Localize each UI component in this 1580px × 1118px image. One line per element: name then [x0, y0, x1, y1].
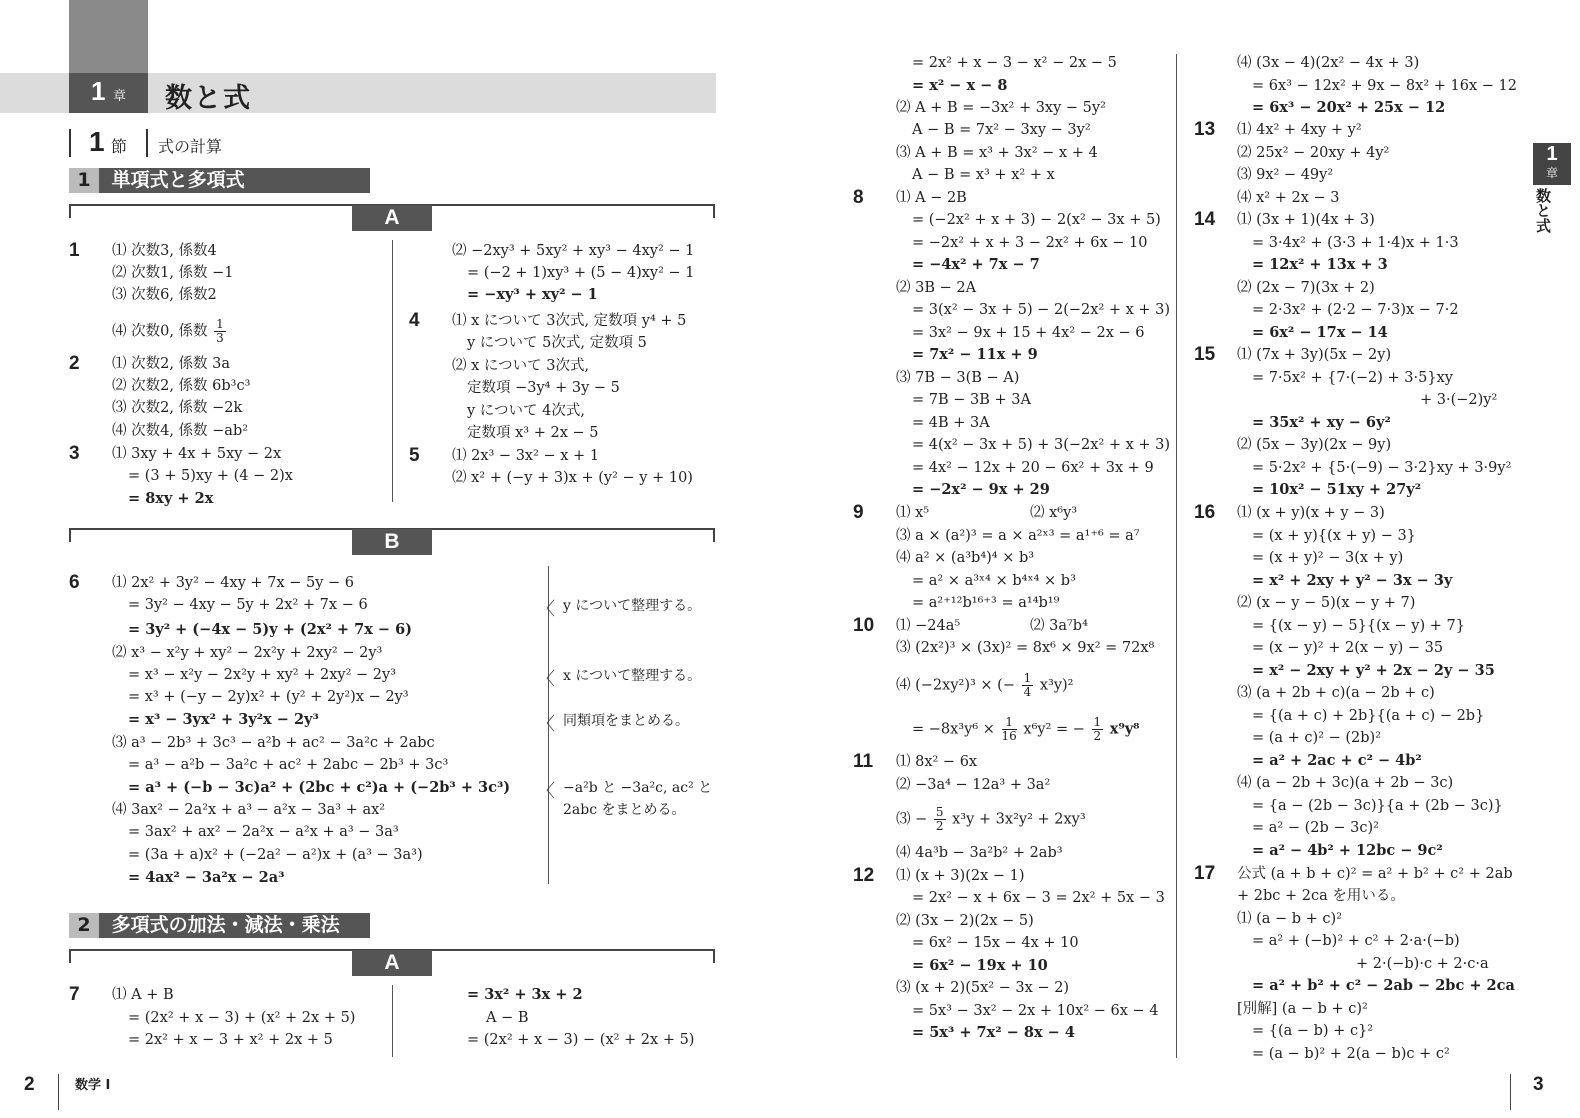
answer-line: = 2x² + x − 3 − x² − 2x − 5 [912, 55, 1117, 71]
answer-line: ⑵ 25x² − 20xy + 4y² [1237, 145, 1390, 161]
answer-line: = 6x³ − 12x² + 9x − 8x² + 16x − 12 [1252, 78, 1517, 94]
answer-line: = 6x² − 19x + 10 [912, 957, 1048, 974]
problem-number: 7 [69, 984, 80, 1005]
chapter-top-tab [69, 0, 148, 73]
answer-line: = 6x² − 15x − 4x + 10 [912, 935, 1079, 951]
answer-line: ⑴ 4x² + 4xy + y² [1237, 122, 1362, 138]
side-note: 2abc をまとめる。 [563, 802, 686, 818]
answer-line: = 4B + 3A [912, 415, 990, 431]
answer-line: ⑴ (7x + 3y)(5x − 2y) [1237, 347, 1392, 363]
level-a-label: A [352, 950, 432, 976]
answer-line: = a² × a³ˣ⁴ × b⁴ˣ⁴ × b³ [912, 573, 1076, 589]
problem-number: 17 [1194, 863, 1216, 884]
chevron-left-icon: 〈 [537, 599, 555, 620]
answer-line: = 6x³ − 20x² + 25x − 12 [1252, 99, 1446, 116]
answer-line: ⑷ 4a³b − 3a²b² + 2ab³ [896, 845, 1063, 861]
topic-title: 多項式の加法・減法・乗法 [111, 914, 340, 936]
answer-line: ⑴ x について 3次式, 定数項 y⁴ + 5 [452, 313, 687, 329]
answer-line: ⑵ 次数2, 係数 6b³c³ [112, 378, 251, 394]
topic-title: 単項式と多項式 [111, 169, 245, 191]
chevron-left-icon: 〈 [537, 714, 555, 735]
answer-line: ⑴ (x + y)(x + y − 3) [1237, 505, 1385, 521]
problem-number: 11 [853, 751, 874, 772]
answer-line: = x² + 2xy + y² − 3x − 3y [1252, 572, 1453, 589]
answer-line: = x³ − x²y − 2x²y + xy² + 2xy² − 2y³ [128, 667, 396, 683]
answer-text: ⑷ (−2xy²)³ × (− [896, 677, 1015, 694]
answer-line: = x² − x − 8 [912, 77, 1008, 94]
answer-line: ⑵ −3a⁴ − 12a³ + 3a² [896, 777, 1051, 793]
answer-line: = 3x² + 3x + 2 [467, 986, 583, 1003]
answer-line: = 12x² + 13x + 3 [1252, 256, 1388, 273]
answer-line: = 4x² − 12x + 20 − 6x² + 3x + 9 [912, 460, 1154, 476]
answer-line: = 4(x² − 3x + 5) + 3(−2x² + x + 3) [912, 437, 1171, 453]
answer-line: ⑵ 次数1, 係数 −1 [112, 265, 234, 281]
fraction: $\frac{1}{2}$ [1093, 715, 1102, 743]
footer-divider [58, 1074, 59, 1110]
side-note: −a²b と −3a²c, ac² と [563, 780, 713, 796]
answer-line: = (x + y)² − 3(x + y) [1252, 550, 1404, 566]
answer-line: = 3·4x² + (3·3 + 1·4)x + 1·3 [1252, 235, 1459, 251]
answer-line [896, 672, 1073, 699]
section-label: 節 [111, 137, 128, 156]
answer-line: = −4x² + 7x − 7 [912, 256, 1040, 273]
answer-line: = 7·5x² + {7·(−2) + 3·5}xy [1252, 370, 1453, 386]
chapter-number: 1 [91, 76, 106, 106]
side-tab-number: 1 [1546, 143, 1558, 165]
answer-line: ⑷ (a − 2b + 3c)(a + 2b − 3c) [1237, 775, 1454, 791]
answer-line: = a² + b² + c² − 2ab − 2bc + 2ca [1252, 977, 1515, 994]
answer-line: = a³ + (−b − 3c)a² + (2bc + c²)a + (−2b³ + 3c³) [128, 779, 511, 796]
answer-line: ⑶ (2x²)³ × (3x)² = 8x⁶ × 9x² = 72x⁸ [896, 640, 1155, 656]
answer-line: = 3y² + (−4x − 5)y + (2x² + 7x − 6) [128, 621, 413, 638]
answer-line [896, 806, 1086, 833]
answer-line: = −xy³ + xy² − 1 [467, 286, 598, 303]
answer-line: + 3·(−2)y² [1420, 392, 1498, 408]
answer-line: = (a + c)² − (2b)² [1252, 730, 1382, 746]
fraction: $\frac{1}{4}$ [1023, 671, 1032, 699]
answer-line: = a² − (2b − 3c)² [1252, 820, 1379, 836]
topic-header-1 [69, 168, 370, 193]
level-rule-tick [713, 528, 715, 542]
level-rule-tick [713, 949, 715, 963]
level-b-label: B [352, 529, 432, 555]
level-a-label: A [352, 205, 432, 231]
answer-line: ⑶ a × (a²)³ = a × a²ˣ³ = a¹⁺⁶ = a⁷ [896, 528, 1140, 544]
answer-line: = 2x² + x − 3 + x² + 2x + 5 [128, 1032, 333, 1048]
answer-line: y について 5次式, 定数項 5 [467, 335, 647, 351]
answer-line: = a² + (−b)² + c² + 2·a·(−b) [1252, 933, 1460, 949]
chapter-side-tab [1533, 143, 1571, 185]
section-left-bar [69, 129, 71, 157]
answer-line: ⑴ 次数2, 係数 3a [112, 356, 231, 372]
topic-header-2 [69, 913, 370, 938]
answer-line: ⑵ (2x − 7)(3x + 2) [1237, 280, 1375, 296]
answer-line: = a² + 2ac + c² − 4b² [1252, 752, 1422, 769]
column-divider [392, 985, 393, 1057]
answer-line: ⑵ x⁶y³ [1030, 505, 1078, 521]
problem-number: 12 [853, 865, 875, 886]
answer-line: ⑷ 次数4, 係数 −ab² [112, 423, 249, 439]
answer-line: 定数項 −3y⁴ + 3y − 5 [467, 380, 620, 396]
answer-line: = 8xy + 2x [128, 490, 214, 507]
answer-line: = {a − (2b − 3c)}{a + (2b − 3c)} [1252, 798, 1503, 814]
answer-line: = 3y² − 4xy − 5y + 2x² + 7x − 6 [128, 597, 368, 613]
answer-line: = (3a + a)x² + (−2a² − a²)x + (a³ − 3a³) [128, 847, 423, 863]
answer-line: ⑴ x⁵ [896, 505, 930, 521]
answer-line: ⑶ 次数2, 係数 −2k [112, 400, 243, 416]
answer-line: A − B [486, 1010, 529, 1026]
answer-text: ⑶ − [896, 811, 928, 828]
answer-line: ⑶ A + B = x³ + 3x² − x + 4 [896, 145, 1098, 161]
answer-text: x³y)² [1039, 677, 1074, 694]
answer-line: ⑵ 3B − 2A [896, 280, 977, 296]
answer-line: ⑴ 3xy + 4x + 5xy − 2x [112, 446, 282, 462]
answer-line: y について 4次式, [467, 403, 585, 419]
answer-text: = −8x³y⁶ × [912, 721, 995, 738]
answer-line: = x³ + (−y − 2y)x² + (y² + 2y²)x − 2y³ [128, 689, 409, 705]
answer-line: = (x − y)² + 2(x − y) − 35 [1252, 640, 1444, 656]
answer-line: ⑴ 2x³ − 3x² − x + 1 [452, 448, 600, 464]
answer-line: + 2bc + 2ca を用いる。 [1237, 888, 1405, 904]
page-number-right: 3 [1533, 1074, 1544, 1095]
answer-line: + 2·(−b)·c + 2·c·a [1356, 956, 1489, 972]
answer-line: ⑵ x² + (−y + 3)x + (y² − y + 10) [452, 470, 693, 486]
side-note: y について整理する。 [563, 598, 702, 614]
answer-line: ⑴ A + B [112, 987, 174, 1003]
problem-number: 10 [853, 615, 875, 636]
answer-line: ⑴ 次数3, 係数4 [112, 243, 217, 259]
problem-number: 9 [853, 502, 864, 523]
answer-line: = 5x³ + 7x² − 8x − 4 [912, 1024, 1075, 1041]
answer-line: = 35x² + xy − 6y² [1252, 414, 1391, 431]
answer-line: ⑴ (3x + 1)(4x + 3) [1237, 212, 1375, 228]
problem-number: 15 [1194, 344, 1216, 365]
answer-line: ⑴ 2x² + 3y² − 4xy + 7x − 5y − 6 [112, 575, 355, 591]
footer-divider [1510, 1074, 1511, 1110]
answer-line: ⑷ a² × (a³b⁴)⁴ × b³ [896, 550, 1035, 566]
section-divider [146, 129, 148, 157]
answer-line [912, 716, 1140, 743]
chapter-kanji: 章 [113, 89, 127, 104]
problem-number: 5 [409, 445, 420, 466]
answer-line: ⑵ (3x − 2)(2x − 5) [896, 913, 1034, 929]
answer-line: ⑶ 7B − 3(B − A) [896, 370, 1020, 386]
answer-line: ⑵ (5x − 3y)(2x − 9y) [1237, 437, 1392, 453]
answer-line: ⑵ x³ − x²y + xy² − 2x²y + 2xy² − 2y³ [112, 645, 383, 661]
answer-line: = 10x² − 51xy + 27y² [1252, 481, 1422, 498]
answer-text: x⁶y² = − [1023, 721, 1085, 738]
answer-line: 定数項 x³ + 2x − 5 [467, 425, 599, 441]
problem-number: 8 [853, 187, 864, 208]
answer-line: = (−2 + 1)xy³ + (5 − 4)xy² − 1 [467, 265, 695, 281]
section-number: 1 [89, 126, 105, 157]
answer-line: = (2x² + x − 3) − (x² + 2x + 5) [467, 1032, 695, 1048]
side-tab-text: 数と式 [1534, 188, 1552, 233]
answer-line: ⑵ A + B = −3x² + 3xy − 5y² [896, 100, 1106, 116]
answer-line: = a³ − a²b − 3a²c + ac² + 2abc − 2b³ + 3c³ [128, 757, 449, 773]
answer-line: = 3(x² − 3x + 5) − 2(−2x² + x + 3) [912, 302, 1171, 318]
footer-subject: 数学 I [75, 1078, 111, 1093]
level-rule-tick [69, 204, 71, 218]
section-title: 式の計算 [158, 137, 223, 156]
column-divider [1176, 54, 1177, 1058]
fraction: $\frac{5}{2}$ [935, 805, 944, 833]
answer-line: = −2x² − 9x + 29 [912, 481, 1050, 498]
problem-number: 2 [69, 353, 80, 374]
answer-line: ⑷ (3x − 4)(2x² − 4x + 3) [1237, 55, 1420, 71]
answer-line: A − B = x³ + x² + x [912, 167, 1055, 183]
answer-line: ⑵ 3a⁷b⁴ [1030, 618, 1088, 634]
answer-line: = 3x² − 9x + 15 + 4x² − 2x − 6 [912, 325, 1145, 341]
side-note: x について整理する。 [563, 668, 702, 684]
answer-line: = 5·2x² + {5·(−9) − 3·2}xy + 3·9y² [1252, 460, 1512, 476]
answer-line: = 5x³ − 3x² − 2x + 10x² − 6x − 4 [912, 1003, 1159, 1019]
topic-number: 2 [69, 913, 99, 938]
answer-line: = x² − 2xy + y² + 2x − 2y − 35 [1252, 662, 1495, 679]
answer-line: = {(x − y) − 5}{(x − y) + 7} [1252, 618, 1465, 634]
problem-number: 1 [69, 240, 80, 261]
chapter-title: 数と式 [165, 83, 252, 114]
answer-line: = 3ax² + ax² − 2a²x − a²x + a³ − 3a³ [128, 824, 399, 840]
topic-number: 1 [69, 168, 99, 193]
answer-line: ⑵ −2xy³ + 5xy² + xy³ − 4xy² − 1 [452, 243, 695, 259]
answer-line: ⑷ 3ax² − 2a²x + a³ − a²x − 3a³ + ax² [112, 802, 386, 818]
answer-line: = {(a − b) + c}² [1252, 1023, 1374, 1039]
side-tab-kanji: 章 [1545, 166, 1558, 180]
answer-line: = 7B − 3B + 3A [912, 392, 1031, 408]
fraction: $\frac{1}{3}$ [216, 317, 224, 345]
answer-line: = 2·3x² + (2·2 − 7·3)x − 7·2 [1252, 302, 1459, 318]
answer-line: ⑴ (a − b + c)² [1237, 911, 1343, 927]
problem-number: 13 [1194, 119, 1216, 140]
problem-number: 3 [69, 443, 80, 464]
answer-line: ⑶ (a + 2b + c)(a − 2b + c) [1237, 685, 1435, 701]
problem-number: 16 [1194, 502, 1216, 523]
answer-line: A − B = 7x² − 3xy − 3y² [912, 122, 1091, 138]
answer-line: ⑴ (x + 3)(2x − 1) [896, 868, 1025, 884]
chapter-number-box [69, 73, 148, 113]
answer-line: [別解] (a − b + c)² [1237, 1001, 1368, 1017]
chevron-left-icon: 〈 [537, 669, 555, 690]
fraction: $\frac{1}{16}$ [1001, 715, 1017, 743]
answer-line: 公式 (a + b + c)² = a² + b² + c² + 2ab [1237, 866, 1513, 882]
problem-number: 6 [69, 572, 80, 593]
answer-line: = (x + y){(x + y) − 3} [1252, 528, 1416, 544]
level-rule-tick [69, 949, 71, 963]
answer-line: ⑵ (x − y − 5)(x − y + 7) [1237, 595, 1416, 611]
answer-line: = x³ − 3yx² + 3y²x − 2y³ [128, 711, 319, 728]
answer-line: = a² − 4b² + 12bc − 9c² [1252, 842, 1443, 859]
answer-line: = {(a + c) + 2b}{(a + c) − 2b} [1252, 708, 1485, 724]
answer-line: = a²⁺¹²b¹⁶⁺³ = a¹⁴b¹⁹ [912, 595, 1060, 611]
answer-line: ⑶ 9x² − 49y² [1237, 167, 1334, 183]
answer-line: = (a − b)² + 2(a − b)c + c² [1252, 1046, 1450, 1062]
answer-line: ⑵ x について 3次式, [452, 358, 590, 374]
level-rule-tick [713, 204, 715, 218]
answer-line: = (2x² + x − 3) + (x² + 2x + 5) [128, 1010, 356, 1026]
answer-line: = 2x² − x + 6x − 3 = 2x² + 5x − 3 [912, 890, 1165, 906]
page-number-left: 2 [24, 1074, 35, 1095]
answer-line [112, 318, 228, 345]
answer-line: ⑴ A − 2B [896, 190, 967, 206]
answer-line: ⑴ 8x² − 6x [896, 754, 978, 770]
answer-text: x⁹y⁸ [1109, 720, 1140, 738]
answer-line: = −2x² + x + 3 − 2x² + 6x − 10 [912, 235, 1148, 251]
chevron-left-icon: 〈 [537, 781, 555, 802]
level-rule-tick [69, 528, 71, 542]
answer-line: ⑶ 次数6, 係数2 [112, 287, 217, 303]
answer-line: ⑷ x² + 2x − 3 [1237, 190, 1340, 206]
column-divider [392, 240, 393, 502]
answer-text: ⑷ 次数0, 係数 [112, 323, 208, 340]
answer-line: = 6x² − 17x − 14 [1252, 324, 1388, 341]
answer-line: = (3 + 5)xy + (4 − 2)x [128, 468, 293, 484]
answer-line: = 4ax² − 3a²x − 2a³ [128, 869, 285, 886]
problem-number: 14 [1194, 209, 1216, 230]
side-note: 同類項をまとめる。 [563, 713, 689, 729]
answer-line: = 7x² − 11x + 9 [912, 346, 1038, 363]
answer-line: ⑶ (x + 2)(5x² − 3x − 2) [896, 980, 1070, 996]
answer-text: x³y + 3x²y² + 2xy³ [952, 811, 1086, 828]
answer-line: ⑴ −24a⁵ [896, 618, 961, 634]
answer-line: = (−2x² + x + 3) − 2(x² − 3x + 5) [912, 212, 1161, 228]
problem-number: 4 [409, 310, 420, 331]
answer-line: ⑶ a³ − 2b³ + 3c³ − a²b + ac² − 3a²c + 2abc [112, 735, 435, 751]
